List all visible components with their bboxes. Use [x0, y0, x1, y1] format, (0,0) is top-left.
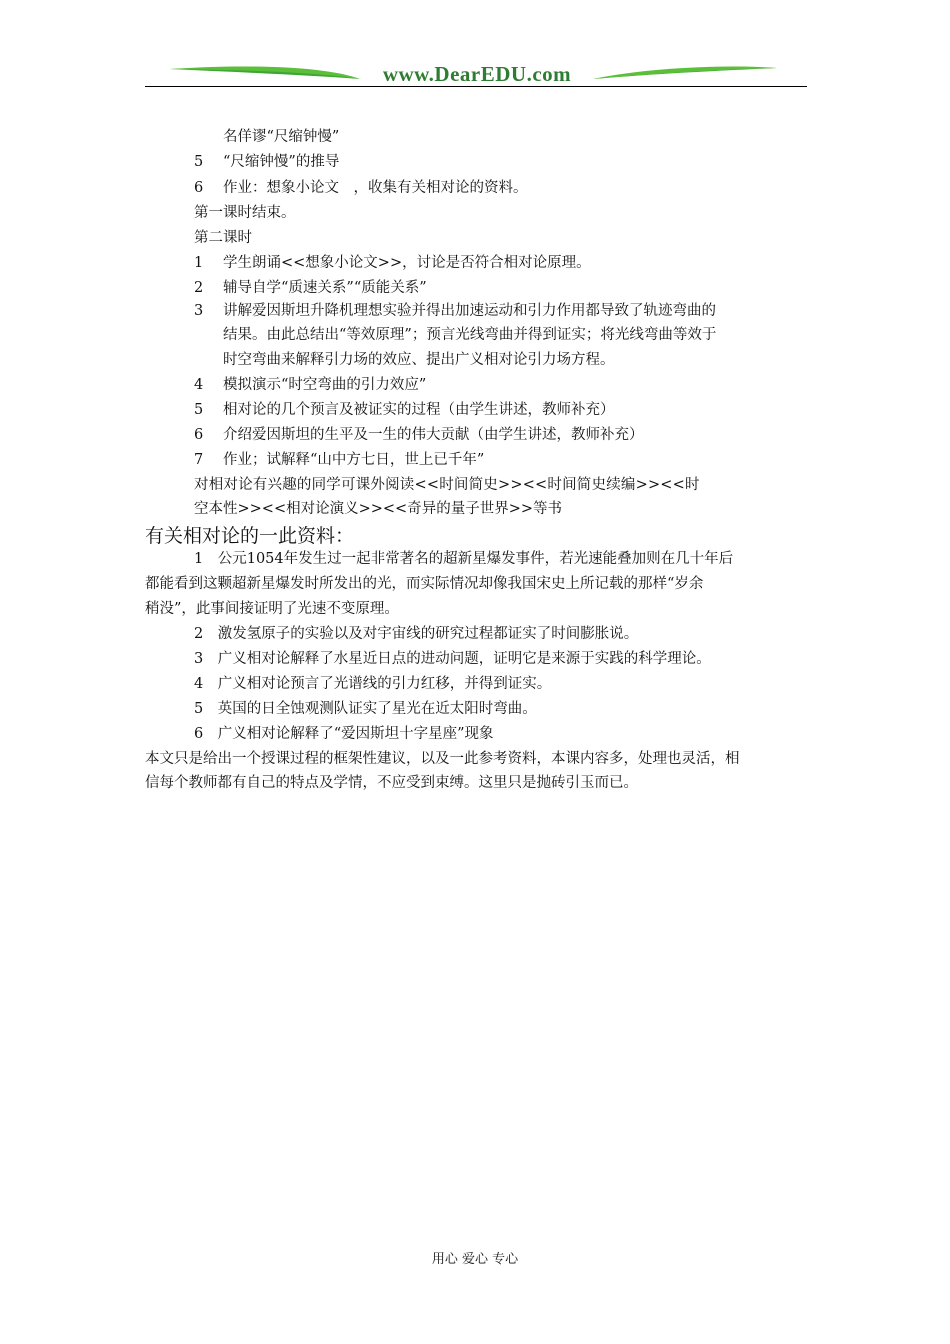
item-number: 7	[194, 452, 204, 468]
list-item	[194, 278, 427, 298]
material-item: 1 公元1054年发生过一起非常著名的超新星爆发事件，若光速能叠加则在几十年后	[194, 551, 734, 567]
lesson-end-text: 第一课时结束。	[194, 205, 296, 221]
material-item: 4 广义相对论预言了光谱线的引力红移，并得到证实。	[194, 676, 552, 692]
item-text-continued: 结果。由此总结出“等效原理”；预言光线弯曲并得到证实；将光线弯曲等效于	[223, 327, 717, 343]
carryover-line: 名佯谬“尺缩钟慢”	[223, 129, 340, 145]
item-text: 讲解爱因斯坦升降机理想实验并得出加速运动和引力作用都导致了轨迹弯曲的	[223, 303, 716, 319]
item-number: 4	[194, 377, 204, 393]
item-text: 介绍爱因斯坦的生平及一生的伟大贡献（由学生讲述，教师补充）	[223, 427, 644, 443]
list-item	[194, 253, 591, 273]
list-item	[194, 301, 716, 321]
material-item-continued: 都能看到这颗超新星爆发时所发出的光，而实际情况却像我国宋史上所记载的那样“岁余	[145, 576, 704, 592]
material-item: 2 激发氢原子的实验以及对宇宙线的研究过程都证实了时间膨胀说。	[194, 626, 639, 642]
closing-paragraph: 本文只是给出一个授课过程的框架性建议，以及一此参考资料，本课内容多，处理也灵活，相	[145, 751, 740, 767]
item-number: 2	[194, 280, 204, 296]
list-item	[194, 375, 426, 395]
list-item	[194, 400, 615, 420]
list-item	[194, 425, 644, 445]
list-item	[194, 450, 484, 470]
item-text: 辅导自学“质速关系”“质能关系”	[223, 280, 427, 296]
material-item: 6 广义相对论解释了“爱因斯坦十字星座”现象	[194, 726, 494, 742]
header-rule	[145, 86, 807, 87]
item-text: 学生朗诵<<想象小论文>>，讨论是否符合相对论原理。	[223, 255, 591, 271]
material-item-continued: 稍没”，此事间接证明了光速不变原理。	[145, 601, 399, 617]
item-text-continued: 时空弯曲来解释引力场的效应、提出广义相对论引力场方程。	[223, 352, 615, 368]
material-item: 3 广义相对论解释了水星近日点的进动问题，证明它是来源于实践的科学理论。	[194, 651, 711, 667]
item-text: 作业；试解释“山中方七日，世上已千年”	[223, 452, 485, 468]
item-number: 5	[194, 154, 204, 170]
page-header	[145, 60, 807, 90]
material-item: 5 英国的日全蚀观测队证实了星光在近太阳时弯曲。	[194, 701, 537, 717]
site-logo-text: www.DearEDU.com	[382, 62, 572, 86]
item-number: 3	[194, 303, 204, 319]
section-title: 第二课时	[194, 230, 252, 246]
item-number: 5	[194, 402, 204, 418]
page-footer: 用心 爱心 专心	[431, 1252, 519, 1267]
item-text: 模拟演示“时空弯曲的引力效应”	[223, 377, 427, 393]
materials-heading: 有关相对论的一此资料：	[145, 525, 355, 547]
item-text: “尺缩钟慢”的推导	[223, 154, 340, 170]
reading-list-continued: 空本性>><<相对论演义>><<奇异的量子世界>>等书	[194, 501, 562, 517]
item-text: 相对论的几个预言及被证实的过程（由学生讲述，教师补充）	[223, 402, 615, 418]
item-number: 6	[194, 427, 204, 443]
item-number: 6	[194, 180, 204, 196]
list-item	[194, 178, 528, 198]
closing-paragraph-continued: 信每个教师都有自己的特点及学情，不应受到束缚。这里只是抛砖引玉而已。	[145, 775, 638, 791]
item-number: 1	[194, 255, 204, 271]
list-item	[194, 152, 339, 172]
reading-list: 对相对论有兴趣的同学可课外阅读<<时间简史>><<时间简史续编>><<时	[194, 477, 700, 493]
item-text: 作业：想象小论文 ，收集有关相对论的资料。	[223, 180, 528, 196]
